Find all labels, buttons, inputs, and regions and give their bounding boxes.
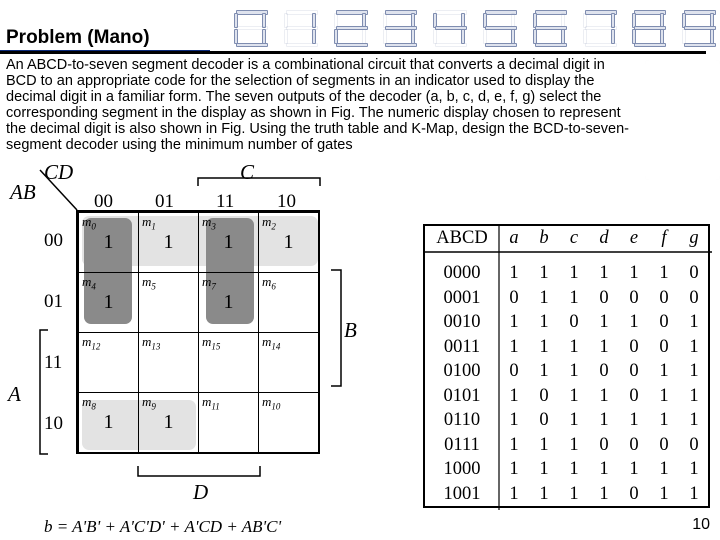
minterm-label: $m_{14}$	[262, 334, 281, 352]
kmap-row-header: 01	[44, 291, 63, 312]
kmap-cell-value: 1	[223, 291, 234, 313]
kmap-row-var-label: AB	[10, 180, 36, 204]
tt-output-cell: 1	[689, 385, 699, 406]
tt-output-cell: 1	[689, 410, 699, 430]
tt-output-cell: 0	[629, 336, 639, 357]
tt-output-cell: 1	[629, 410, 639, 430]
kmap-cell	[258, 272, 319, 333]
minterm-label: $m_{12}$	[82, 334, 101, 352]
minterm-label: $m_1$	[142, 214, 156, 232]
tt-output-cell: 1	[569, 336, 579, 357]
minterm-label: $m_{10}$	[262, 394, 281, 412]
tt-header: c	[569, 228, 579, 248]
minterm-label: $m_7$	[202, 274, 216, 292]
tt-output-cell: 0	[629, 287, 639, 308]
minterm-label: $m_6$	[262, 274, 276, 292]
tt-input-cell: 0000	[443, 263, 481, 283]
tt-output-cell: 1	[509, 483, 519, 504]
tt-output-cell: 1	[689, 459, 699, 479]
kmap-col-var-label: CD	[44, 160, 74, 184]
tt-output-cell: 1	[689, 312, 699, 332]
kmap-cell-value: 1	[163, 411, 174, 433]
seven-segment-display-figure	[645, 60, 720, 180]
page-number: 10	[692, 516, 710, 533]
kmap-label-b: B	[344, 318, 357, 342]
kmap-cell	[138, 272, 199, 333]
kmap-label-c: C	[240, 160, 255, 184]
kmap-cell-value: 1	[103, 291, 114, 313]
tt-output-cell: 1	[539, 361, 549, 381]
tt-output-cell: 1	[509, 336, 519, 357]
minterm-label: $m_4$	[82, 274, 96, 292]
tt-output-cell: 0	[629, 361, 639, 381]
tt-output-cell: 0	[539, 385, 549, 406]
minterm-label: $m_{11}$	[202, 394, 220, 412]
tt-header: f	[661, 228, 667, 248]
tt-output-cell: 0	[509, 287, 519, 308]
kmap-cell	[258, 212, 319, 273]
minterm-label: $m_9$	[142, 394, 156, 412]
tt-output-cell: 1	[599, 483, 609, 504]
seven-segment-digit	[676, 8, 720, 48]
tt-output-cell: 1	[659, 483, 669, 504]
tt-output-cell: 0	[659, 336, 669, 357]
tt-output-cell: 1	[539, 483, 549, 504]
minterm-label: $m_{15}$	[202, 334, 221, 352]
tt-output-cell: 1	[659, 410, 669, 430]
tt-output-cell: 0	[629, 483, 639, 504]
kmap-cell	[138, 212, 199, 273]
tt-output-cell: 1	[539, 312, 549, 332]
tt-output-cell: 1	[629, 459, 639, 479]
seven-segment-digit	[577, 8, 621, 48]
kmap-cell	[258, 392, 319, 453]
tt-output-cell: 1	[509, 312, 519, 332]
tt-output-cell: 0	[539, 410, 549, 430]
kmap-col-header: 01	[155, 191, 174, 212]
kmap-cell	[78, 272, 139, 333]
tt-output-cell: 1	[539, 287, 549, 308]
simplified-equation: b = A'B' + A'C'D' + A'CD + AB'C'	[44, 517, 282, 536]
tt-output-cell: 1	[569, 434, 579, 455]
tt-output-cell: 0	[659, 287, 669, 308]
tt-output-cell: 1	[599, 336, 609, 357]
kmap-cell-value: 1	[223, 231, 234, 253]
tt-header: ABCD	[436, 228, 488, 248]
kmap-cell-value: 1	[103, 231, 114, 253]
seven-segment-digit	[228, 8, 272, 48]
tt-input-cell: 0111	[444, 434, 480, 455]
tt-output-cell: 1	[629, 263, 639, 283]
tt-output-cell: 0	[689, 263, 699, 283]
tt-output-cell: 1	[629, 312, 639, 332]
kmap-col-header: 00	[94, 191, 113, 212]
tt-output-cell: 1	[539, 336, 549, 357]
karnaugh-map	[0, 160, 370, 510]
tt-output-cell: 1	[539, 263, 549, 283]
tt-output-cell: 1	[689, 361, 699, 381]
tt-output-cell: 1	[599, 263, 609, 283]
tt-output-cell: 0	[689, 434, 699, 455]
tt-output-cell: 1	[659, 361, 669, 381]
kmap-cell	[78, 212, 139, 273]
tt-output-cell: 1	[509, 459, 519, 479]
tt-output-cell: 0	[599, 361, 609, 381]
kmap-col-header: 11	[216, 191, 235, 212]
kmap-row-header: 00	[44, 230, 63, 251]
tt-output-cell: 0	[569, 312, 579, 332]
tt-output-cell: 1	[569, 410, 579, 430]
tt-input-cell: 1000	[443, 459, 481, 479]
kmap-cell	[78, 332, 139, 393]
tt-output-cell: 1	[599, 410, 609, 430]
kmap-grid	[76, 210, 320, 454]
kmap-cell-value: 1	[163, 231, 174, 253]
problem-statement: An ABCD-to-seven segment decoder is a combinational circuit that converts a decimal digit in BCD to an appropriate code for the selection of segments in an indicator used to display the decimal digit in a familiar form. The seven outputs of the decoder (a, b, c, d, e, f, g) select the corresponding segment in the display as shown in Fig. The numeric display chosen to represent the decimal digit is also shown in Fig. Using the truth table and K-Map, design the BCD-to-seven-segment decoder using the minimum number of gates	[6, 57, 630, 153]
tt-output-cell: 1	[659, 263, 669, 283]
tt-input-cell: 0101	[443, 385, 481, 406]
tt-header: a	[509, 228, 519, 248]
page-title: Problem (Mano)	[6, 27, 150, 48]
tt-output-cell: 1	[509, 385, 519, 406]
tt-output-cell: 1	[569, 483, 579, 504]
minterm-label: $m_2$	[262, 214, 276, 232]
title-divider	[0, 51, 706, 54]
kmap-cell	[198, 332, 259, 393]
tt-output-cell: 1	[569, 287, 579, 308]
kmap-col-header: 10	[277, 191, 296, 212]
tt-output-cell: 0	[629, 434, 639, 455]
tt-output-cell: 0	[599, 287, 609, 308]
tt-output-cell: 1	[509, 263, 519, 283]
truth-table	[423, 224, 710, 508]
minterm-label: $m_{13}$	[142, 334, 161, 352]
tt-output-cell: 1	[599, 459, 609, 479]
tt-output-cell: 0	[629, 385, 639, 406]
kmap-cell-value: 1	[103, 411, 114, 433]
tt-output-cell: 1	[539, 434, 549, 455]
seven-segment-digit	[278, 8, 322, 48]
tt-input-cell: 0001	[443, 287, 481, 308]
tt-output-cell: 0	[659, 312, 669, 332]
tt-header: e	[629, 228, 639, 248]
kmap-cell	[198, 272, 259, 333]
tt-header: d	[599, 228, 609, 248]
kmap-row-header: 11	[44, 352, 63, 373]
kmap-cell	[138, 392, 199, 453]
seven-segment-digit	[427, 8, 471, 48]
minterm-label: $m_8$	[82, 394, 96, 412]
tt-input-cell: 0100	[443, 361, 481, 381]
tt-input-cell: 0010	[443, 312, 481, 332]
kmap-row-header: 10	[44, 413, 63, 434]
tt-output-cell: 1	[689, 336, 699, 357]
tt-input-cell: 1001	[443, 483, 481, 504]
tt-output-cell: 0	[659, 434, 669, 455]
tt-output-cell: 1	[539, 459, 549, 479]
kmap-cell	[198, 212, 259, 273]
minterm-label: $m_0$	[82, 214, 96, 232]
tt-output-cell: 1	[659, 385, 669, 406]
tt-output-cell: 0	[599, 434, 609, 455]
kmap-label-d: D	[193, 480, 209, 504]
tt-input-cell: 0110	[443, 410, 481, 430]
tt-output-cell: 1	[569, 459, 579, 479]
tt-header: b	[539, 228, 549, 248]
kmap-cell	[138, 332, 199, 393]
seven-segment-digit	[626, 8, 670, 48]
tt-header: g	[689, 228, 699, 248]
minterm-label: $m_3$	[202, 214, 216, 232]
kmap-cell	[198, 392, 259, 453]
tt-output-cell: 1	[689, 483, 699, 504]
tt-output-cell: 0	[689, 287, 699, 308]
seven-segment-digit	[527, 8, 571, 48]
tt-output-cell: 1	[659, 459, 669, 479]
tt-input-cell: 0011	[443, 336, 481, 357]
kmap-label-a: A	[8, 382, 21, 406]
minterm-label: $m_5$	[142, 274, 156, 292]
seven-segment-digit	[377, 8, 421, 48]
kmap-cell-value: 1	[283, 231, 294, 253]
seven-segment-digit	[477, 8, 521, 48]
kmap-cell	[258, 332, 319, 393]
tt-output-cell: 1	[509, 434, 519, 455]
seven-segment-digit	[328, 8, 372, 48]
tt-output-cell: 1	[569, 263, 579, 283]
tt-output-cell: 1	[599, 312, 609, 332]
tt-output-cell: 1	[509, 410, 519, 430]
tt-output-cell: 1	[599, 385, 609, 406]
seven-segment-digits-strip	[228, 8, 720, 48]
kmap-cell	[78, 392, 139, 453]
tt-output-cell: 0	[509, 361, 519, 381]
tt-output-cell: 1	[569, 361, 579, 381]
tt-output-cell: 1	[569, 385, 579, 406]
